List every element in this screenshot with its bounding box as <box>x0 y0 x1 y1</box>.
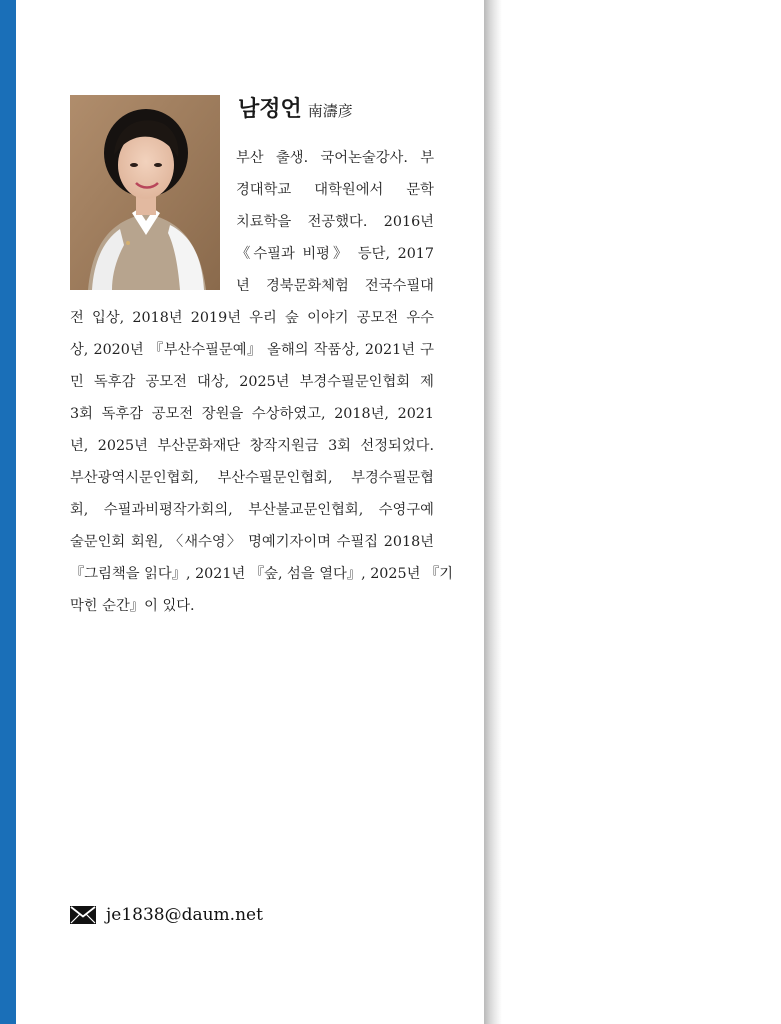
author-contact <box>70 905 263 925</box>
page-edge-shadow <box>484 0 502 1024</box>
author-name <box>238 92 353 123</box>
author-name-hanja: 南濤彦 <box>307 102 353 120</box>
email-address[interactable]: je1838@daum.net <box>106 905 263 925</box>
bio-line: 전 입상, 2018년 2019년 우리 숲 이야기 공모전 우수 <box>70 310 434 326</box>
envelope-icon <box>70 906 96 924</box>
bio-line: 부산 출생. 국어논술강사. 부 <box>236 150 434 166</box>
bio-line: 치료학을 전공했다. 2016년 <box>236 214 434 230</box>
book-spine-stripe <box>0 0 16 1024</box>
bio-line: 술문인회 회원, 〈새수영〉 명예기자이며 수필집 2018년 <box>70 534 434 550</box>
bio-line: 『그림책을 읽다』, 2021년 『숲, 섬을 열다』, 2025년 『기 <box>70 566 454 582</box>
bio-line: 년 경북문화체험 전국수필대 <box>236 278 434 294</box>
bio-line: 민 독후감 공모전 대상, 2025년 부경수필문인협회 제 <box>70 374 434 390</box>
bio-line: 막힌 순간』이 있다. <box>70 598 195 614</box>
bio-line: 경대학교 대학원에서 문학 <box>236 182 434 198</box>
bio-line: 년, 2025년 부산문화재단 창작지원금 3회 선정되었다. <box>70 438 434 454</box>
author-name-korean: 남정언 <box>238 96 302 122</box>
bio-line: 부산광역시문인협회, 부산수필문인협회, 부경수필문협 <box>70 470 434 486</box>
bio-line: 회, 수필과비평작가회의, 부산불교문인협회, 수영구예 <box>70 502 434 518</box>
bio-line: 상, 2020년 『부산수필문예』 올해의 작품상, 2021년 구 <box>70 342 434 358</box>
bio-line: 3회 독후감 공모전 장원을 수상하였고, 2018년, 2021 <box>70 406 434 422</box>
bio-line: 《수필과 비평》 등단, 2017 <box>236 246 434 262</box>
author-photo <box>70 95 220 290</box>
